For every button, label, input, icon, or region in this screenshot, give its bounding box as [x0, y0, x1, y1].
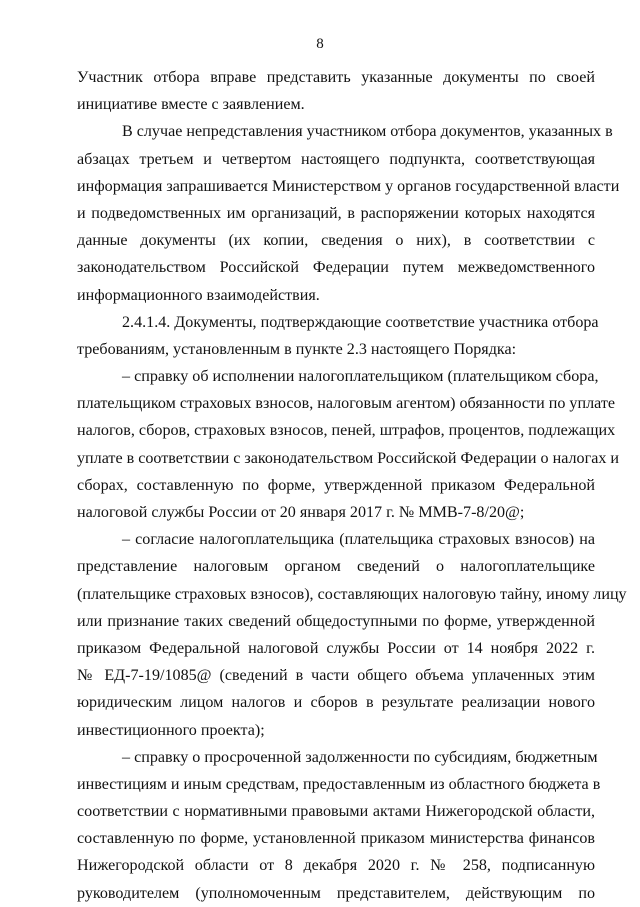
text-line: представление налоговым органом сведений о налогоплательщике	[77, 558, 595, 576]
text-line: или признание таких сведений общедоступными по форме, утвержденной	[77, 612, 595, 630]
body-text	[77, 64, 627, 907]
text-line: абзацах третьем и четвертом настоящего подпункта, соответствующая	[77, 150, 595, 168]
text-line: требованиям, установленным в пункте 2.3 настоящего Порядка:	[77, 340, 517, 358]
text-line: – согласие налогоплательщика (плательщика страховых взносов) на	[122, 531, 595, 549]
text-line: налоговой службы России от 20 января 2017 г. № ММВ-7-8/20@;	[77, 504, 525, 521]
text-line: уплате в соответствии с законодательством Российской Федерации о налогах и	[77, 449, 620, 467]
text-line: Нижегородской области от 8 декабря 2020 г. № 258, подписанную	[77, 857, 595, 875]
text-line: Участник отбора вправе представить указанные документы по своей	[77, 69, 595, 86]
text-line: № ЕД-7-19/1085@ (сведений в части общего объема уплаченных этим	[77, 667, 595, 685]
text-line: составленную по форме, установленной приказом министерства финансов	[77, 830, 595, 848]
text-line: 2.4.1.4. Документы, подтверждающие соответствие участника отбора	[122, 313, 599, 331]
text-line: данные документы (их копии, сведения о них), в соответствии с	[77, 232, 595, 250]
text-line: юридическим лицом налогов и сборов в результате реализации нового	[77, 694, 595, 712]
text-line: руководителем (уполномоченным представителем, действующим по	[77, 884, 595, 902]
text-line: сборах, составленную по форме, утвержденной приказом Федеральной	[77, 476, 595, 494]
text-line: информационного взаимодействия.	[77, 286, 320, 304]
page-number: 8	[316, 36, 324, 52]
text-line: инициативе вместе с заявлением.	[77, 96, 305, 114]
text-line: приказом Федеральной налоговой службы России от 14 ноября 2022 г.	[77, 639, 595, 657]
text-line: инвестициям и иным средствам, предоставленным из областного бюджета в	[77, 775, 601, 793]
text-line: соответствии с нормативными правовыми актами Нижегородской области,	[77, 803, 595, 821]
text-line: законодательством Российской Федерации путем межведомственного	[77, 259, 595, 277]
text-line: налогов, сборов, страховых взносов, пеней, штрафов, процентов, подлежащих	[77, 422, 616, 440]
text-line: – справку о просроченной задолженности по субсидиям, бюджетным	[122, 748, 598, 766]
text-line: инвестиционного проекта);	[77, 721, 265, 739]
text-line: и подведомственных им организаций, в распоряжении которых находятся	[77, 204, 595, 222]
text-line: информация запрашивается Министерством у органов государственной власти	[77, 177, 620, 195]
text-line: – справку об исполнении налогоплательщиком (плательщиком сбора,	[122, 368, 599, 386]
text-line: (плательщике страховых взносов), составляющих налоговую тайну, иному лицу	[77, 585, 627, 603]
text-line: В случае непредставления участником отбора документов, указанных в	[122, 123, 613, 141]
text-line: плательщиком страховых взносов, налоговым агентом) обязанности по уплате	[77, 395, 616, 413]
